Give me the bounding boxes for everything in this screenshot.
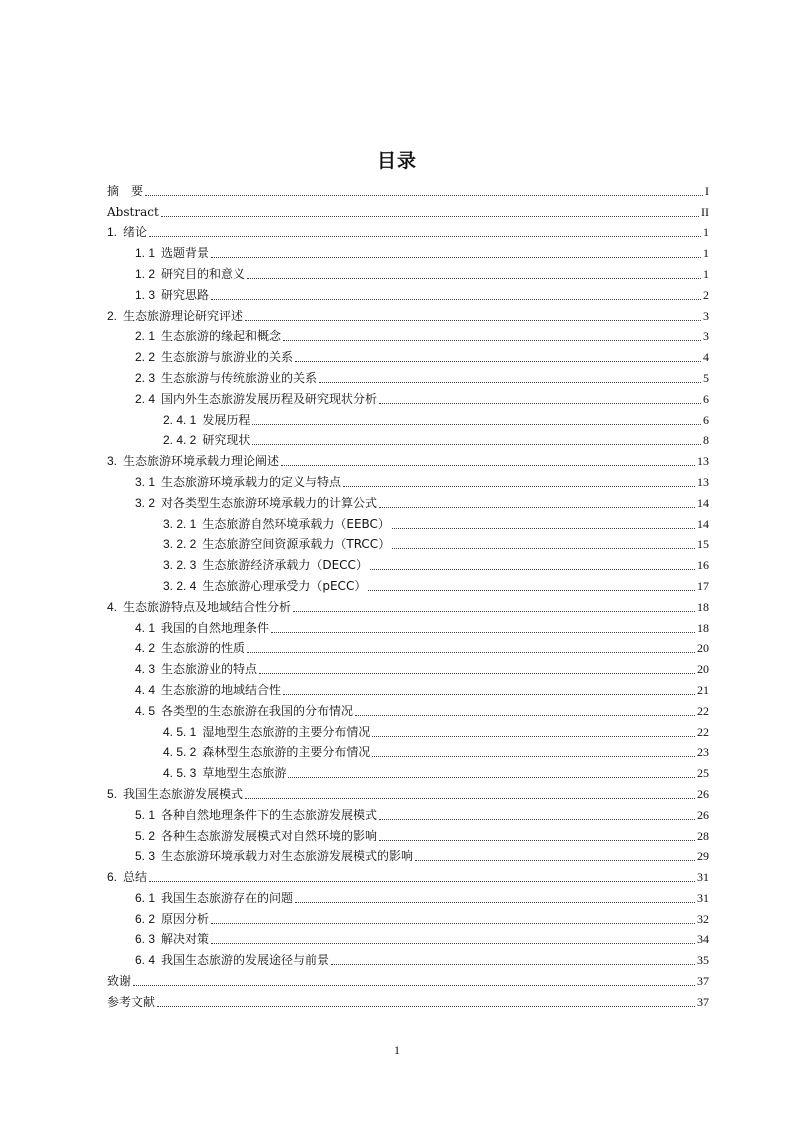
toc-entry-page: 32 bbox=[697, 911, 709, 926]
toc-entry-text: 生态旅游与旅游业的关系 bbox=[161, 350, 294, 365]
toc-entry-text: 生态旅游经济承载力（DECC） bbox=[202, 558, 368, 573]
toc-entry[interactable] bbox=[107, 511, 709, 532]
toc-entry-number: 2. 4. 1 bbox=[163, 412, 197, 427]
toc-entry-label bbox=[107, 870, 147, 885]
toc-entry-number: 4. 4 bbox=[135, 682, 156, 697]
toc-entry[interactable] bbox=[107, 261, 709, 282]
toc-entry-text: 生态旅游环境承载力对生态旅游发展模式的影响 bbox=[161, 849, 414, 864]
dot-leader bbox=[295, 360, 701, 362]
toc-entry[interactable] bbox=[107, 240, 709, 261]
toc-entry-page: 3 bbox=[703, 329, 709, 344]
toc-entry-label bbox=[163, 725, 370, 740]
toc-entry[interactable] bbox=[107, 282, 709, 303]
dot-leader bbox=[379, 402, 701, 404]
dot-leader bbox=[379, 818, 695, 820]
dot-leader bbox=[343, 485, 695, 487]
toc-entry[interactable] bbox=[107, 552, 709, 573]
dot-leader bbox=[372, 755, 695, 757]
toc-entry-text: 生态旅游自然环境承载力（EEBC） bbox=[202, 516, 390, 531]
dot-leader bbox=[245, 797, 695, 799]
toc-entry[interactable] bbox=[107, 947, 709, 968]
toc-entry-text: 生态旅游的性质 bbox=[161, 641, 246, 656]
toc-entry-text: 生态旅游环境承载力的定义与特点 bbox=[161, 474, 342, 489]
dot-leader bbox=[247, 651, 695, 653]
toc-entry-text: 生态旅游与传统旅游业的关系 bbox=[161, 370, 318, 385]
toc-entry-text: Abstract bbox=[107, 204, 159, 219]
toc-entry-label bbox=[135, 891, 293, 906]
toc-entry[interactable] bbox=[107, 469, 709, 490]
toc-entry-text: 原因分析 bbox=[161, 911, 210, 926]
toc-entry[interactable] bbox=[107, 407, 709, 428]
toc-entry-number: 6. 1 bbox=[135, 890, 156, 905]
toc-entry[interactable] bbox=[107, 740, 709, 761]
toc-entry-page: 8 bbox=[703, 433, 709, 448]
dot-leader bbox=[392, 527, 695, 529]
dot-leader bbox=[295, 901, 695, 903]
toc-entry-number: 3. bbox=[107, 454, 118, 469]
toc-entry-text: 草地型生态旅游 bbox=[202, 766, 287, 781]
toc-entry[interactable] bbox=[107, 968, 709, 989]
toc-entry-text: 生态旅游特点及地域结合性分析 bbox=[123, 599, 292, 614]
dot-leader bbox=[157, 1005, 695, 1007]
toc-entry-label bbox=[163, 433, 250, 448]
toc-entry-label bbox=[163, 517, 390, 532]
toc-entry-label bbox=[135, 621, 269, 636]
toc-entry-page: 4 bbox=[703, 350, 709, 365]
toc-entry-page: 37 bbox=[697, 974, 709, 989]
dot-leader bbox=[379, 839, 695, 841]
dot-leader bbox=[370, 568, 695, 570]
dot-leader bbox=[259, 672, 695, 674]
toc-entry-page: 22 bbox=[697, 703, 709, 718]
dot-leader bbox=[161, 215, 699, 217]
toc-entry-page: 6 bbox=[703, 391, 709, 406]
toc-entry-text: 各种自然地理条件下的生态旅游发展模式 bbox=[161, 807, 378, 822]
toc-entry[interactable] bbox=[107, 677, 709, 698]
toc-entry-page: 6 bbox=[703, 412, 709, 427]
toc-entry-text: 发展历程 bbox=[202, 412, 251, 427]
toc-entry[interactable] bbox=[107, 220, 709, 241]
toc-entry-text: 研究现状 bbox=[202, 433, 251, 448]
table-of-contents bbox=[107, 178, 709, 1010]
toc-entry-page: 2 bbox=[703, 287, 709, 302]
toc-entry-label bbox=[135, 288, 209, 303]
toc-entry[interactable] bbox=[107, 199, 709, 220]
toc-entry-page: I bbox=[705, 183, 709, 198]
toc-entry[interactable] bbox=[107, 698, 709, 719]
toc-entry-label bbox=[163, 413, 250, 428]
dot-leader bbox=[283, 693, 695, 695]
toc-entry-number: 6. 4 bbox=[135, 953, 156, 968]
toc-entry-number: 2. 3 bbox=[135, 370, 156, 385]
toc-entry-label bbox=[135, 267, 245, 282]
toc-entry-page: 37 bbox=[697, 994, 709, 1009]
dot-leader bbox=[331, 963, 695, 965]
toc-entry-text: 各类型的生态旅游在我国的分布情况 bbox=[161, 703, 354, 718]
toc-entry-text: 对各类型生态旅游环境承载力的计算公式 bbox=[161, 495, 378, 510]
toc-entry-page: II bbox=[701, 204, 709, 219]
dot-leader bbox=[415, 859, 695, 861]
toc-entry[interactable] bbox=[107, 324, 709, 345]
toc-entry-page: 23 bbox=[697, 745, 709, 760]
toc-entry-label bbox=[107, 225, 147, 240]
toc-entry-page: 21 bbox=[697, 682, 709, 697]
toc-entry-label bbox=[107, 454, 279, 469]
toc-entry-label bbox=[135, 932, 209, 947]
toc-entry-text: 生态旅游的缘起和概念 bbox=[161, 329, 282, 344]
dot-leader bbox=[149, 880, 695, 882]
toc-entry[interactable] bbox=[107, 344, 709, 365]
page-title: 目录 bbox=[376, 150, 417, 172]
toc-entry-label bbox=[135, 496, 377, 511]
toc-entry-number: 4. 5 bbox=[135, 703, 156, 718]
toc-entry-page: 20 bbox=[697, 662, 709, 677]
toc-entry-label bbox=[135, 953, 329, 968]
toc-entry[interactable] bbox=[107, 365, 709, 386]
toc-entry-text: 森林型生态旅游的主要分布情况 bbox=[202, 745, 371, 760]
dot-leader bbox=[368, 589, 695, 591]
dot-leader bbox=[283, 339, 701, 341]
toc-entry-number: 2. 4. 2 bbox=[163, 433, 197, 448]
toc-entry[interactable] bbox=[107, 989, 709, 1010]
toc-entry-number: 4. 3 bbox=[135, 662, 156, 677]
toc-entry-text: 湿地型生态旅游的主要分布情况 bbox=[202, 724, 371, 739]
toc-entry-label bbox=[135, 829, 377, 844]
toc-entry-label bbox=[107, 184, 143, 199]
toc-entry-number: 4. 5. 1 bbox=[163, 724, 197, 739]
dot-leader bbox=[247, 277, 701, 279]
toc-entry-label bbox=[135, 808, 377, 823]
toc-entry-number: 5. 2 bbox=[135, 828, 156, 843]
toc-entry-page: 14 bbox=[697, 495, 709, 510]
toc-entry[interactable] bbox=[107, 448, 709, 469]
toc-entry-label bbox=[163, 745, 370, 760]
toc-entry-label bbox=[163, 537, 390, 552]
toc-entry-number: 6. bbox=[107, 870, 118, 885]
toc-entry-number: 2. 1 bbox=[135, 329, 156, 344]
toc-entry[interactable] bbox=[107, 760, 709, 781]
toc-entry-number: 6. 3 bbox=[135, 932, 156, 947]
toc-entry-text: 绪论 bbox=[123, 225, 148, 240]
toc-entry[interactable] bbox=[107, 864, 709, 885]
toc-entry-text: 生态旅游心理承受力（pECC） bbox=[202, 578, 367, 593]
toc-entry[interactable] bbox=[107, 490, 709, 511]
toc-entry-label bbox=[163, 558, 368, 573]
toc-entry-text: 研究目的和意义 bbox=[161, 266, 246, 281]
toc-entry-number: 5. 3 bbox=[135, 849, 156, 864]
toc-entry-page: 31 bbox=[697, 890, 709, 905]
toc-entry-page: 13 bbox=[697, 474, 709, 489]
toc-entry-page: 5 bbox=[703, 370, 709, 385]
toc-entry-number: 1. 2 bbox=[135, 266, 156, 281]
toc-entry-page: 3 bbox=[703, 308, 709, 323]
toc-entry[interactable] bbox=[107, 656, 709, 677]
toc-entry-page: 15 bbox=[697, 537, 709, 552]
dot-leader bbox=[145, 194, 703, 196]
toc-entry-number: 3. 2. 1 bbox=[163, 516, 197, 531]
toc-entry-page: 25 bbox=[697, 766, 709, 781]
dot-leader bbox=[271, 631, 695, 633]
toc-entry[interactable] bbox=[107, 844, 709, 865]
dot-leader bbox=[211, 922, 695, 924]
toc-entry-label bbox=[135, 704, 353, 719]
toc-entry[interactable] bbox=[107, 615, 709, 636]
dot-leader bbox=[252, 443, 701, 445]
toc-entry[interactable] bbox=[107, 802, 709, 823]
toc-entry-page: 1 bbox=[703, 266, 709, 281]
toc-entry-page: 17 bbox=[697, 578, 709, 593]
toc-entry-page: 26 bbox=[697, 786, 709, 801]
toc-entry-label bbox=[135, 350, 293, 365]
toc-entry-label bbox=[163, 579, 366, 594]
toc-entry-text: 生态旅游业的特点 bbox=[161, 662, 258, 677]
dot-leader bbox=[211, 256, 701, 258]
toc-entry-text: 总结 bbox=[123, 870, 148, 885]
page-number: 1 bbox=[394, 1043, 400, 1057]
toc-entry-label bbox=[107, 309, 243, 324]
toc-entry-number: 5. 1 bbox=[135, 807, 156, 822]
toc-entry-number: 3. 2. 4 bbox=[163, 578, 197, 593]
toc-entry-label bbox=[135, 683, 281, 698]
toc-entry[interactable] bbox=[107, 823, 709, 844]
dot-leader bbox=[252, 423, 701, 425]
toc-entry-text: 生态旅游理论研究评述 bbox=[123, 308, 244, 323]
toc-entry-number: 1. bbox=[107, 225, 118, 240]
toc-entry-number: 2. 4 bbox=[135, 391, 156, 406]
dot-leader bbox=[288, 776, 695, 778]
toc-entry-page: 18 bbox=[697, 620, 709, 635]
dot-leader bbox=[281, 464, 695, 466]
toc-entry-label bbox=[107, 787, 243, 802]
toc-entry[interactable] bbox=[107, 303, 709, 324]
toc-entry-label bbox=[107, 995, 155, 1010]
toc-entry-number: 3. 1 bbox=[135, 474, 156, 489]
toc-entry-label bbox=[135, 849, 413, 864]
toc-entry[interactable] bbox=[107, 636, 709, 657]
toc-entry-label bbox=[135, 246, 209, 261]
toc-entry-text: 参考文献 bbox=[107, 994, 156, 1009]
dot-leader bbox=[211, 298, 701, 300]
toc-entry-text: 我国的自然地理条件 bbox=[161, 620, 270, 635]
toc-entry[interactable] bbox=[107, 178, 709, 199]
toc-entry-number: 5. bbox=[107, 786, 118, 801]
toc-entry-label bbox=[163, 766, 286, 781]
toc-entry-text: 我国生态旅游存在的问题 bbox=[161, 890, 294, 905]
toc-entry-page: 13 bbox=[697, 454, 709, 469]
toc-entry-text: 解决对策 bbox=[161, 932, 210, 947]
dot-leader bbox=[355, 714, 695, 716]
toc-entry-number: 4. 5. 3 bbox=[163, 766, 197, 781]
toc-entry-number: 1. 3 bbox=[135, 287, 156, 302]
toc-entry-page: 29 bbox=[697, 849, 709, 864]
dot-leader bbox=[293, 610, 695, 612]
toc-entry[interactable] bbox=[107, 428, 709, 449]
dot-leader bbox=[133, 984, 695, 986]
dot-leader bbox=[245, 319, 701, 321]
toc-entry[interactable] bbox=[107, 594, 709, 615]
toc-entry-page: 20 bbox=[697, 641, 709, 656]
toc-entry-number: 4. bbox=[107, 599, 118, 614]
toc-entry-text: 研究思路 bbox=[161, 287, 210, 302]
toc-entry-page: 1 bbox=[703, 225, 709, 240]
toc-entry-label bbox=[135, 641, 245, 656]
dot-leader bbox=[379, 506, 695, 508]
toc-entry-number: 6. 2 bbox=[135, 911, 156, 926]
toc-entry-page: 16 bbox=[697, 558, 709, 573]
toc-entry[interactable] bbox=[107, 906, 709, 927]
toc-entry-number: 1. 1 bbox=[135, 246, 156, 261]
toc-entry-text: 各种生态旅游发展模式对自然环境的影响 bbox=[161, 828, 378, 843]
toc-entry-text: 生态旅游的地域结合性 bbox=[161, 682, 282, 697]
toc-entry-number: 2. bbox=[107, 308, 118, 323]
toc-entry-label bbox=[107, 974, 131, 989]
toc-entry-page: 1 bbox=[703, 246, 709, 261]
toc-entry-number: 3. 2 bbox=[135, 495, 156, 510]
toc-entry-label bbox=[135, 371, 317, 386]
toc-entry[interactable] bbox=[107, 719, 709, 740]
toc-entry[interactable] bbox=[107, 781, 709, 802]
toc-entry-text: 摘 要 bbox=[107, 183, 144, 198]
toc-entry[interactable] bbox=[107, 386, 709, 407]
dot-leader bbox=[149, 235, 701, 237]
toc-entry-number: 4. 2 bbox=[135, 641, 156, 656]
toc-entry-label bbox=[107, 600, 291, 615]
toc-entry-page: 28 bbox=[697, 828, 709, 843]
toc-entry-number: 4. 1 bbox=[135, 620, 156, 635]
toc-entry-label bbox=[135, 392, 377, 407]
dot-leader bbox=[211, 942, 695, 944]
toc-entry-number: 2. 2 bbox=[135, 350, 156, 365]
toc-entry-label bbox=[135, 329, 281, 344]
toc-entry-label bbox=[135, 662, 257, 677]
toc-entry-page: 22 bbox=[697, 724, 709, 739]
toc-entry-label bbox=[135, 912, 209, 927]
toc-entry-number: 3. 2. 2 bbox=[163, 537, 197, 552]
toc-entry-text: 我国生态旅游的发展途径与前景 bbox=[161, 953, 330, 968]
toc-entry-text: 致谢 bbox=[107, 974, 132, 989]
toc-entry-text: 生态旅游空间资源承载力（TRCC） bbox=[202, 537, 391, 552]
toc-entry-page: 31 bbox=[697, 870, 709, 885]
toc-entry-page: 34 bbox=[697, 932, 709, 947]
toc-entry-label bbox=[135, 475, 341, 490]
toc-entry[interactable] bbox=[107, 573, 709, 594]
toc-entry-text: 选题背景 bbox=[161, 246, 210, 261]
toc-entry-text: 我国生态旅游发展模式 bbox=[123, 786, 244, 801]
toc-entry-page: 18 bbox=[697, 599, 709, 614]
toc-entry-text: 国内外生态旅游发展历程及研究现状分析 bbox=[161, 391, 378, 406]
toc-entry-page: 26 bbox=[697, 807, 709, 822]
toc-entry-label bbox=[107, 205, 159, 220]
dot-leader bbox=[319, 381, 701, 383]
toc-entry-number: 3. 2. 3 bbox=[163, 558, 197, 573]
dot-leader bbox=[372, 735, 695, 737]
toc-entry-page: 14 bbox=[697, 516, 709, 531]
toc-entry[interactable] bbox=[107, 532, 709, 553]
dot-leader bbox=[392, 547, 695, 549]
toc-entry[interactable] bbox=[107, 885, 709, 906]
toc-entry-number: 4. 5. 2 bbox=[163, 745, 197, 760]
toc-entry-page: 35 bbox=[697, 953, 709, 968]
toc-entry[interactable] bbox=[107, 927, 709, 948]
toc-entry-text: 生态旅游环境承载力理论阐述 bbox=[123, 454, 280, 469]
